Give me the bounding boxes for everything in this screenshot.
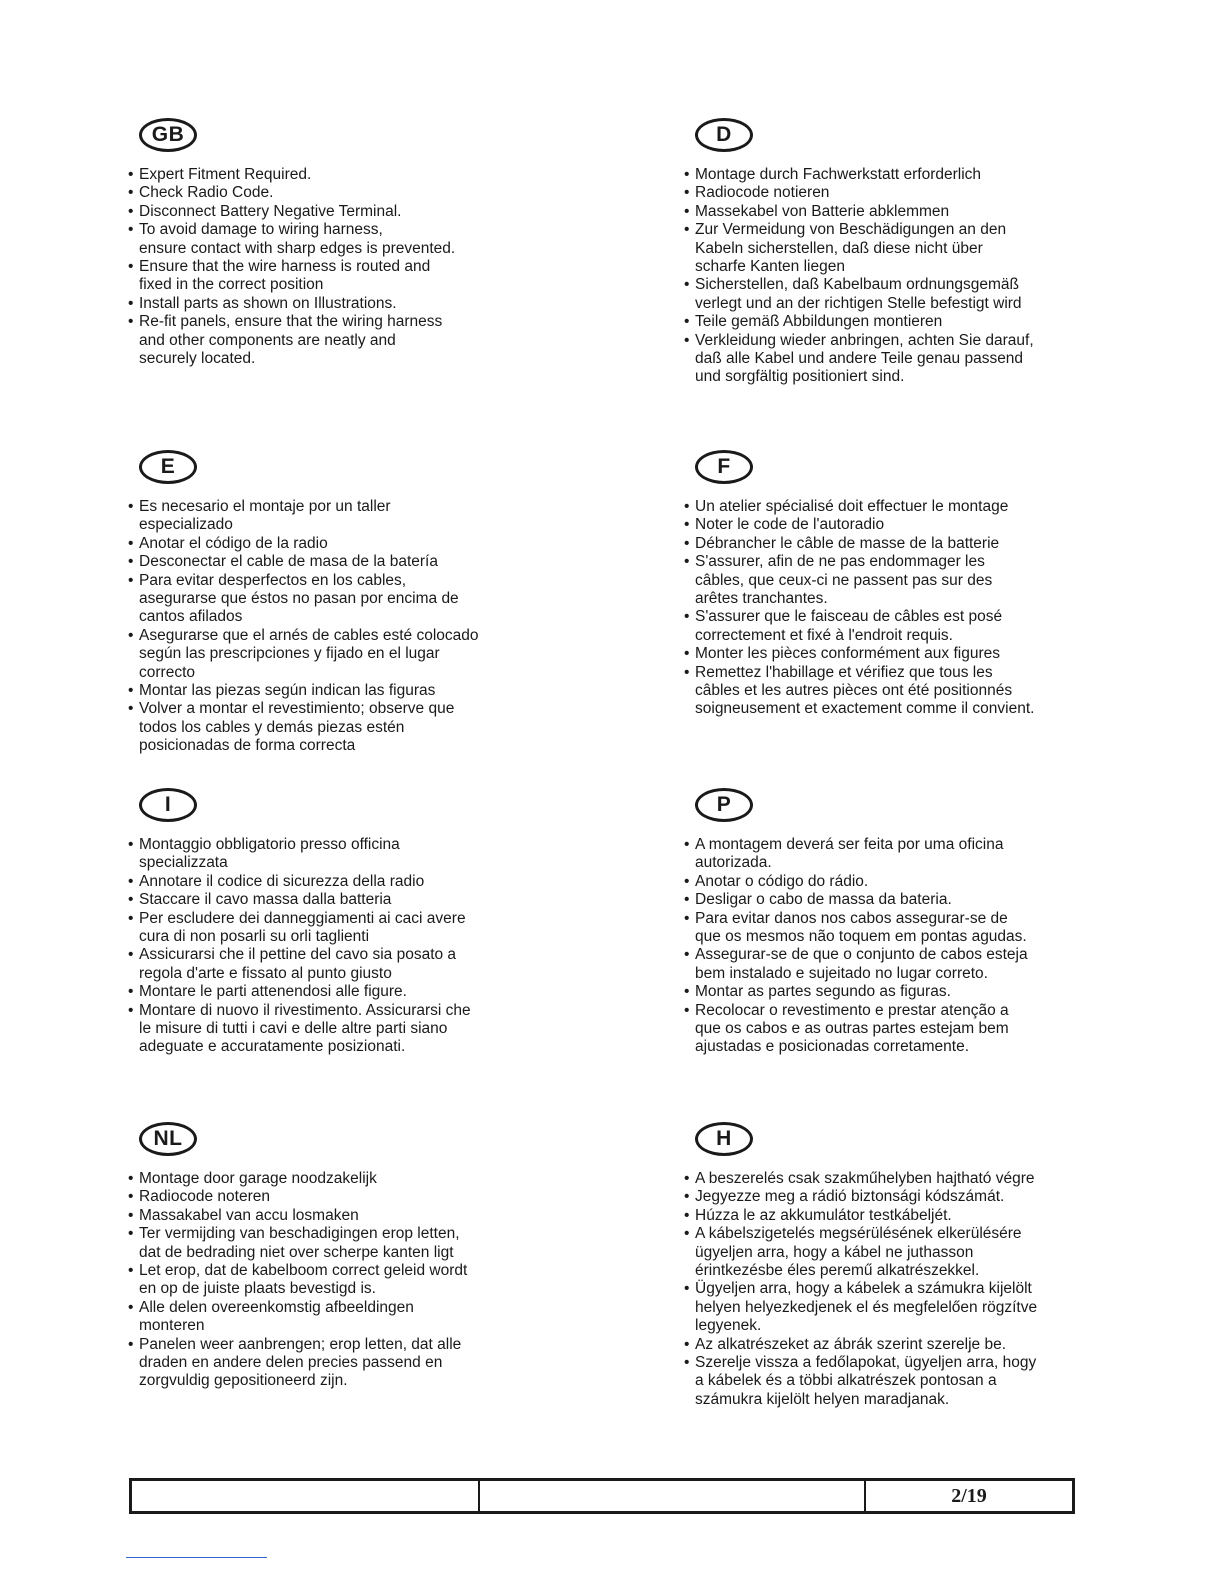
- list-item: • Teile gemäß Abbildungen montieren: [684, 313, 1124, 331]
- instruction-list-nl: [128, 1170, 568, 1391]
- list-item: • Es necesario el montaje por un taller especializado: [128, 498, 568, 535]
- list-item: • Anotar el código de la radio: [128, 535, 568, 553]
- list-item: • Para evitar danos nos cabos assegurar-se de que os mesmos não toquem em pontas agudas.: [684, 910, 1124, 947]
- section-p: [684, 788, 1124, 1057]
- list-item: • Montare le parti attenendosi alle figure.: [128, 983, 568, 1001]
- list-item: • Zur Vermeidung von Beschädigungen an den Kabeln sicherstellen, daß diese nicht über scharfe Kanten liegen: [684, 221, 1124, 276]
- list-item: • Massakabel van accu losmaken: [128, 1207, 568, 1225]
- list-item: • Verkleidung wieder anbringen, achten Sie darauf, daß alle Kabel und andere Teile genau passend und sorgfältig positioniert sind.: [684, 332, 1124, 387]
- section-h: [684, 1122, 1124, 1409]
- language-badge-d: D: [695, 118, 753, 152]
- list-item: • Remettez l'habillage et vérifiez que tous les câbles et les autres pièces ont été positionnés soigneusement et exactement comme il convient.: [684, 664, 1124, 719]
- list-item: • Para evitar desperfectos en los cables, asegurarse que éstos no pasan por encima de cantos afilados: [128, 572, 568, 627]
- section-nl: [128, 1122, 568, 1391]
- list-item: • Montage door garage noodzakelijk: [128, 1170, 568, 1188]
- list-item: • Per escludere dei danneggiamenti ai caci avere cura di non posarli su orli taglienti: [128, 910, 568, 947]
- list-item: • Ter vermijding van beschadigingen erop letten, dat de bedrading niet over scherpe kanten ligt: [128, 1225, 568, 1262]
- list-item: • A kábelszigetelés megsérülésének elkerülésére ügyeljen arra, hogy a kábel ne juthasson érintkezésbe éles peremű alkatrészekkel.: [684, 1225, 1124, 1280]
- list-item: • Volver a montar el revestimiento; observe que todos los cables y demás piezas estén posicionadas de forma correcta: [128, 700, 568, 755]
- instruction-list-gb: [128, 166, 568, 368]
- list-item: • Desconectar el cable de masa de la batería: [128, 553, 568, 571]
- list-item: • Radiocode noteren: [128, 1188, 568, 1206]
- list-item: • A montagem deverá ser feita por uma oficina autorizada.: [684, 836, 1124, 873]
- list-item: • Un atelier spécialisé doit effectuer le montage: [684, 498, 1124, 516]
- list-item: • To avoid damage to wiring harness, ensure contact with sharp edges is prevented.: [128, 221, 568, 258]
- section-d: [684, 118, 1124, 387]
- list-item: • Montar as partes segundo as figuras.: [684, 983, 1124, 1001]
- instruction-list-i: [128, 836, 568, 1057]
- list-item: • Montare di nuovo il rivestimento. Assicurarsi che le misure di tutti i cavi e delle altre parti siano adeguate e accuratamente posizionati.: [128, 1002, 568, 1057]
- list-item: • Recolocar o revestimento e prestar atenção a que os cabos e as outras partes estejam bem ajustadas e posicionadas corretamente.: [684, 1002, 1124, 1057]
- list-item: • Expert Fitment Required.: [128, 166, 568, 184]
- list-item: • S'assurer que le faisceau de câbles est posé correctement et fixé à l'endroit requis.: [684, 608, 1124, 645]
- bottom-rule: [126, 1557, 267, 1558]
- list-item: • Asegurarse que el arnés de cables esté colocado según las prescripciones y fijado en el lugar correcto: [128, 627, 568, 682]
- list-item: • Radiocode notieren: [684, 184, 1124, 202]
- section-gb: [128, 118, 568, 368]
- list-item: • Massekabel von Batterie abklemmen: [684, 203, 1124, 221]
- list-item: • Ügyeljen arra, hogy a kábelek a számukra kijelölt helyen helyezkedjenek el és megfelelően rögzítve legyenek.: [684, 1280, 1124, 1335]
- list-item: • Disconnect Battery Negative Terminal.: [128, 203, 568, 221]
- language-badge-e: E: [139, 450, 197, 484]
- footer-table: [129, 1478, 1075, 1514]
- instruction-list-e: [128, 498, 568, 756]
- list-item: • Check Radio Code.: [128, 184, 568, 202]
- list-item: • Alle delen overeenkomstig afbeeldingen monteren: [128, 1299, 568, 1336]
- list-item: • Assegurar-se de que o conjunto de cabos esteja bem instalado e sujeitado no lugar correto.: [684, 946, 1124, 983]
- list-item: • Az alkatrészeket az ábrák szerint szerelje be.: [684, 1336, 1124, 1354]
- list-item: • Let erop, dat de kabelboom correct geleid wordt en op de juiste plaats bevestigd is.: [128, 1262, 568, 1299]
- list-item: • Ensure that the wire harness is routed and fixed in the correct position: [128, 258, 568, 295]
- instruction-list-p: [684, 836, 1124, 1057]
- language-badge-i: I: [139, 788, 197, 822]
- language-badge-h: H: [695, 1122, 753, 1156]
- list-item: • Szerelje vissza a fedőlapokat, ügyeljen arra, hogy a kábelek és a többi alkatrészek pontosan a számukra kijelölt helyen maradjanak.: [684, 1354, 1124, 1409]
- section-i: [128, 788, 568, 1057]
- list-item: • Monter les pièces conformément aux figures: [684, 645, 1124, 663]
- list-item: • Jegyezze meg a rádió biztonsági kódszámát.: [684, 1188, 1124, 1206]
- list-item: • Re-fit panels, ensure that the wiring harness and other components are neatly and securely located.: [128, 313, 568, 368]
- instruction-list-h: [684, 1170, 1124, 1409]
- page-number: 2/19: [951, 1484, 987, 1507]
- section-f: [684, 450, 1124, 719]
- language-badge-gb: GB: [139, 118, 197, 152]
- list-item: • A beszerelés csak szakműhelyben hajtható végre: [684, 1170, 1124, 1188]
- instruction-list-d: [684, 166, 1124, 387]
- language-badge-nl: NL: [139, 1122, 197, 1156]
- section-e: [128, 450, 568, 756]
- language-badge-p: P: [695, 788, 753, 822]
- list-item: • Panelen weer aanbrengen; erop letten, dat alle draden en andere delen precies passend en zorgvuldig gepositioneerd zijn.: [128, 1336, 568, 1391]
- instruction-list-f: [684, 498, 1124, 719]
- list-item: • Montaggio obbligatorio presso officina specializzata: [128, 836, 568, 873]
- footer-cell-empty-left: [132, 1481, 480, 1511]
- language-badge-f: F: [695, 450, 753, 484]
- footer-cell-empty-middle: [480, 1481, 866, 1511]
- list-item: • Assicurarsi che il pettine del cavo sia posato a regola d'arte e fissato al punto giusto: [128, 946, 568, 983]
- list-item: • Staccare il cavo massa dalla batteria: [128, 891, 568, 909]
- list-item: • Noter le code de l'autoradio: [684, 516, 1124, 534]
- list-item: • Install parts as shown on Illustrations.: [128, 295, 568, 313]
- list-item: • Montage durch Fachwerkstatt erforderlich: [684, 166, 1124, 184]
- list-item: • Montar las piezas según indican las figuras: [128, 682, 568, 700]
- list-item: • Sicherstellen, daß Kabelbaum ordnungsgemäß verlegt und an der richtigen Stelle befestigt wird: [684, 276, 1124, 313]
- list-item: • Anotar o código do rádio.: [684, 873, 1124, 891]
- list-item: • Desligar o cabo de massa da bateria.: [684, 891, 1124, 909]
- list-item: • Débrancher le câble de masse de la batterie: [684, 535, 1124, 553]
- list-item: • S'assurer, afin de ne pas endommager les câbles, que ceux-ci ne passent pas sur des arêtes tranchantes.: [684, 553, 1124, 608]
- list-item: • Húzza le az akkumulátor testkábeljét.: [684, 1207, 1124, 1225]
- list-item: • Annotare il codice di sicurezza della radio: [128, 873, 568, 891]
